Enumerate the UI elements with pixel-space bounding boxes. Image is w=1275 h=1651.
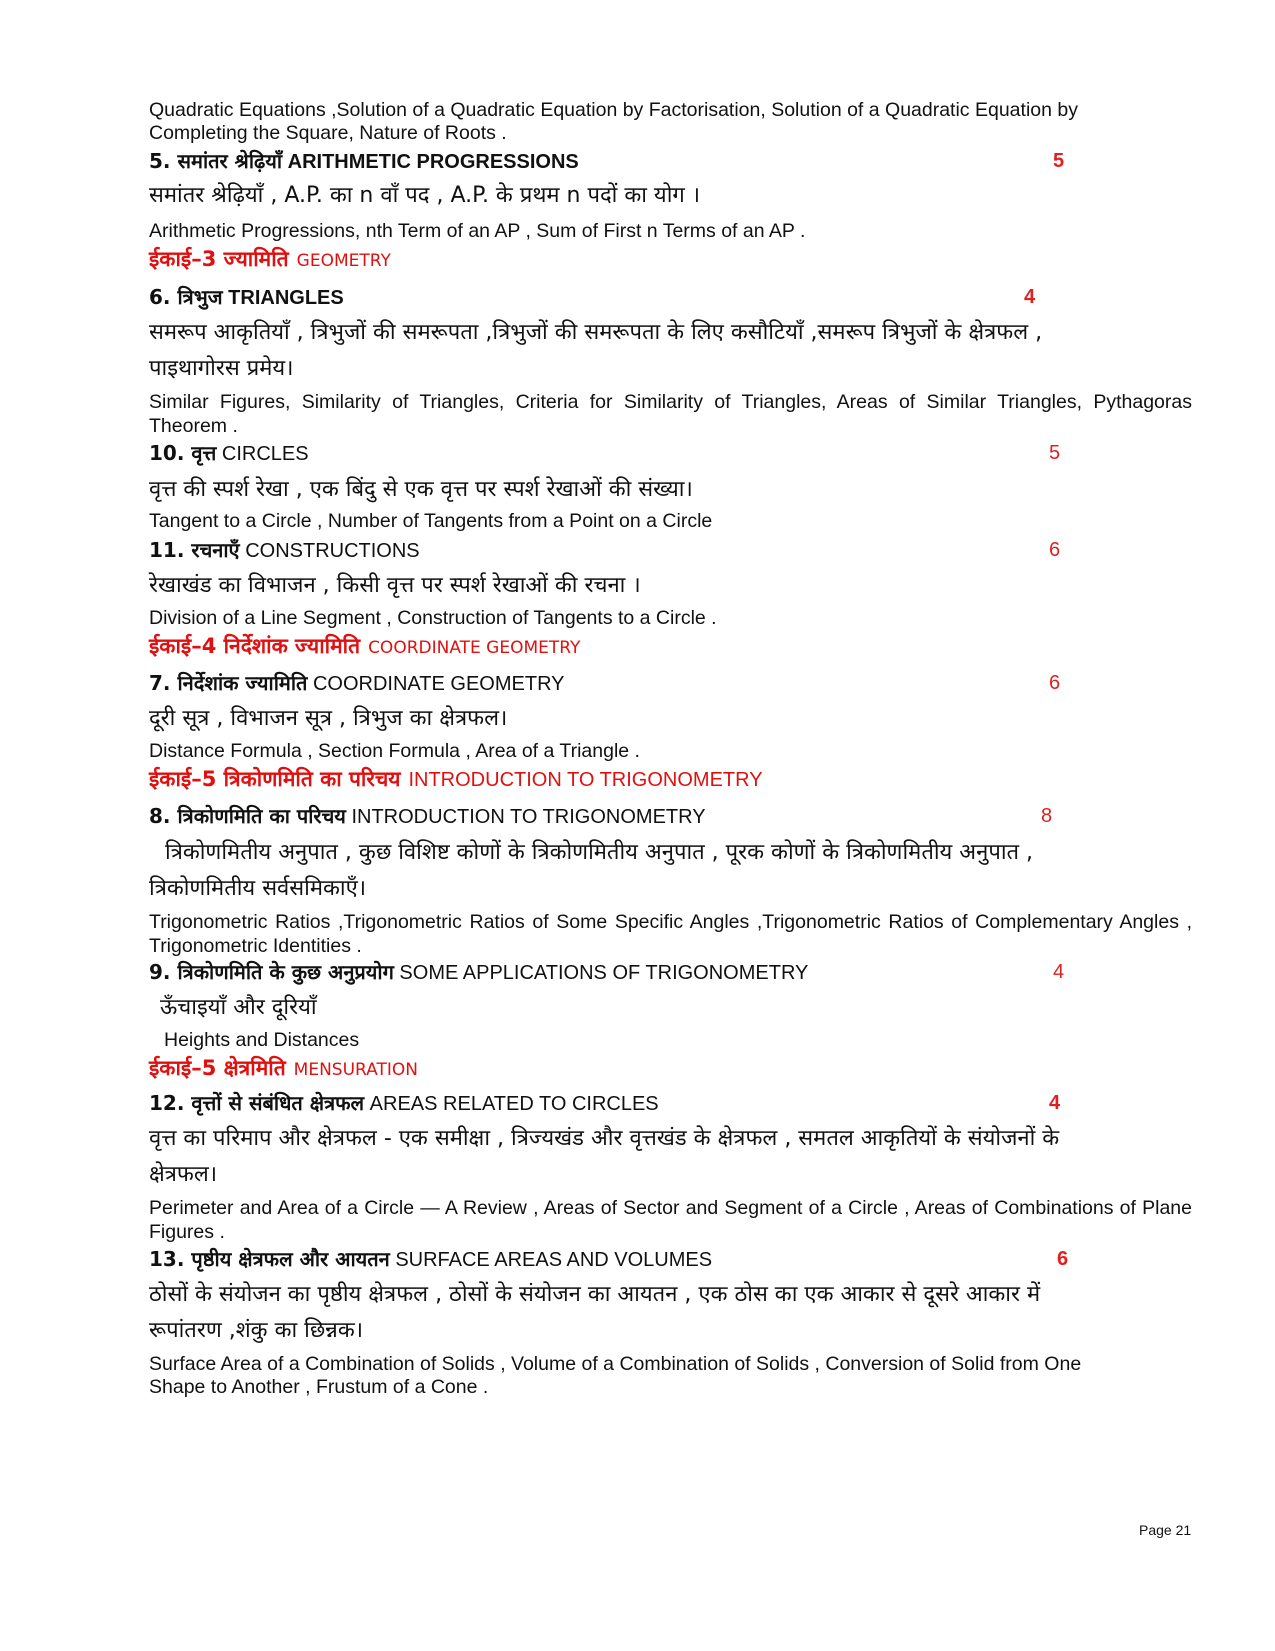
intro-line-2: Completing the Square, Nature of Roots . [149,122,507,144]
chapter-9-heading [149,959,1192,986]
chapter-11-marks: 6 [1049,539,1061,561]
chapter-5-marks: 5 [1053,150,1065,172]
chapter-7-title-en: COORDINATE GEOMETRY [312,673,565,695]
unit-5-trig-title-hi: ईकाई–5 त्रिकोणमिति का परिचय [149,767,401,791]
chapter-12-marks: 4 [1049,1092,1061,1114]
chapter-9-title-hi: 9. त्रिकोणमिति के कुछ अनुप्रयोग [149,960,394,984]
chapter-5-hindi: समांतर श्रेढ़ियाँ , A.P. का n वाँ पद , A.P. के प्रथम n पदों का योग । [149,183,701,208]
chapter-12-english: Perimeter and Area of a Circle — A Review , Areas of Sector and Segment of a Circle , Areas of Combinations of Plane Figures . [149,1197,1192,1243]
chapter-12-title-en: AREAS RELATED TO CIRCLES [369,1093,659,1115]
chapter-8-hindi-1: त्रिकोणमितीय अनुपात , कुछ विशिष्ट कोणों के त्रिकोणमितीय अनुपात , पूरक कोणों के त्रिकोणमितीय अनुपात , [165,840,1034,865]
unit-5-mensuration-title-hi: ईकाई–5 क्षेत्रमिति [149,1056,286,1080]
chapter-13-marks: 6 [1057,1248,1069,1270]
chapter-6-english: Similar Figures, Similarity of Triangles, Criteria for Similarity of Triangles, Areas of Similar Triangles, Pythagoras Theorem . [149,391,1192,437]
chapter-11-heading [149,537,1192,564]
chapter-7-marks: 6 [1049,672,1061,694]
chapter-12-title-hi: 12. वृत्तों से संबंधित क्षेत्रफल [149,1091,365,1115]
chapter-6-heading [149,284,1192,311]
chapter-13-english-2: Shape to Another , Frustum of a Cone . [149,1376,489,1398]
unit-4-title-en: COORDINATE GEOMETRY [368,638,581,658]
chapter-10-title-en: CIRCLES [221,443,309,465]
chapter-13-hindi-2: रूपांतरण ,शंकु का छिन्नक। [149,1318,364,1343]
chapter-12-hindi-2: क्षेत्रफल। [149,1162,218,1187]
chapter-13-heading [149,1246,1192,1273]
chapter-9-hindi: ऊँचाइयाँ और दूरियाँ [160,995,317,1020]
chapter-8-marks: 8 [1041,805,1053,827]
chapter-5-heading [149,148,1192,175]
chapter-11-english: Division of a Line Segment , Construction of Tangents to a Circle . [149,607,717,629]
chapter-6-title-hi: 6. त्रिभुज [149,285,223,309]
chapter-10-marks: 5 [1049,442,1061,464]
chapter-11-hindi: रेखाखंड का विभाजन , किसी वृत्त पर स्पर्श रेखाओं की रचना । [149,573,641,598]
unit-3-title-en: GEOMETRY [296,251,391,271]
chapter-9-marks: 4 [1053,961,1065,983]
chapter-13-hindi-1: ठोसों के संयोजन का पृष्ठीय क्षेत्रफल , ठोसों के संयोजन का आयतन , एक ठोस का एक आकार से दूसरे आकार में [149,1282,1041,1307]
chapter-7-title-hi: 7. निर्देशांक ज्यामिति [149,671,308,695]
chapter-6-title-en: TRIANGLES [228,287,344,309]
chapter-8-hindi-2: त्रिकोणमितीय सर्वसमिकाएँ। [149,876,367,901]
unit-4-title-hi: ईकाई–4 निर्देशांक ज्यामिति [149,634,361,658]
chapter-12-heading [149,1090,1192,1117]
chapter-10-hindi: वृत्त की स्पर्श रेखा , एक बिंदु से एक वृत्त पर स्पर्श रेखाओं की संख्या। [149,477,693,502]
intro-line-1: Quadratic Equations ,Solution of a Quadratic Equation by Factorisation, Solution of a Quadratic Equation by [149,99,1078,121]
unit-4-heading [149,632,1192,662]
chapter-6-hindi-2: पाइथागोरस प्रमेय। [149,356,294,381]
chapter-11-title-hi: 11. रचनाएँ [149,538,240,562]
page-number: Page 21 [1139,1522,1192,1538]
chapter-12-hindi-1: वृत्त का परिमाप और क्षेत्रफल - एक समीक्षा , त्रिज्यखंड और वृत्तखंड के क्षेत्रफल , समतल आकृतियों के संयोजनों के [149,1126,1060,1151]
chapter-8-english: Trigonometric Ratios ,Trigonometric Ratios of Some Specific Angles ,Trigonometric Ratios of Complementary Angles , Trigonometric Identities . [149,911,1192,957]
chapter-13-title-hi: 13. पृष्ठीय क्षेत्रफल और आयतन [149,1247,390,1271]
chapter-11-title-en: CONSTRUCTIONS [245,540,420,562]
unit-3-title-hi: ईकाई–3 ज्यामिति [149,247,289,271]
chapter-13-english-1: Surface Area of a Combination of Solids , Volume of a Combination of Solids , Conversion of Solid from One [149,1353,1082,1375]
unit-5-trig-title-en: INTRODUCTION TO TRIGONOMETRY [408,769,763,791]
chapter-5-title-hi: 5. समांतर श्रेढ़ियाँ [149,149,283,173]
chapter-10-english: Tangent to a Circle , Number of Tangents from a Point on a Circle [149,510,713,532]
chapter-7-hindi: दूरी सूत्र , विभाजन सूत्र , त्रिभुज का क्षेत्रफल। [149,706,508,731]
unit-3-heading [149,245,1192,275]
chapter-13-title-en: SURFACE AREAS AND VOLUMES [395,1249,713,1271]
unit-5-mensuration-heading [149,1054,1192,1084]
chapter-8-heading [149,803,1192,830]
chapter-9-english: Heights and Distances [164,1029,360,1051]
unit-5-trig-heading [149,765,1192,794]
chapter-7-english: Distance Formula , Section Formula , Area of a Triangle . [149,740,640,762]
unit-5-mensuration-title-en: MENSURATION [293,1060,418,1080]
chapter-8-title-hi: 8. त्रिकोणमिति का परिचय [149,804,346,828]
chapter-5-english: Arithmetic Progressions, nth Term of an AP , Sum of First n Terms of an AP . [149,220,806,242]
chapter-8-title-en: INTRODUCTION TO TRIGONOMETRY [351,806,706,828]
chapter-6-marks: 4 [1024,286,1036,308]
chapter-7-heading [149,670,1192,697]
chapter-6-hindi-1: समरूप आकृतियाँ , त्रिभुजों की समरूपता ,त्रिभुजों की समरूपता के लिए कसौटियाँ ,समरूप त्रिभुजों के क्षेत्रफल , [149,320,1043,345]
chapter-9-title-en: SOME APPLICATIONS OF TRIGONOMETRY [399,962,809,984]
chapter-10-heading [149,440,1192,467]
chapter-5-title-en: ARITHMETIC PROGRESSIONS [287,151,579,173]
chapter-10-title-hi: 10. वृत्त [149,441,217,465]
